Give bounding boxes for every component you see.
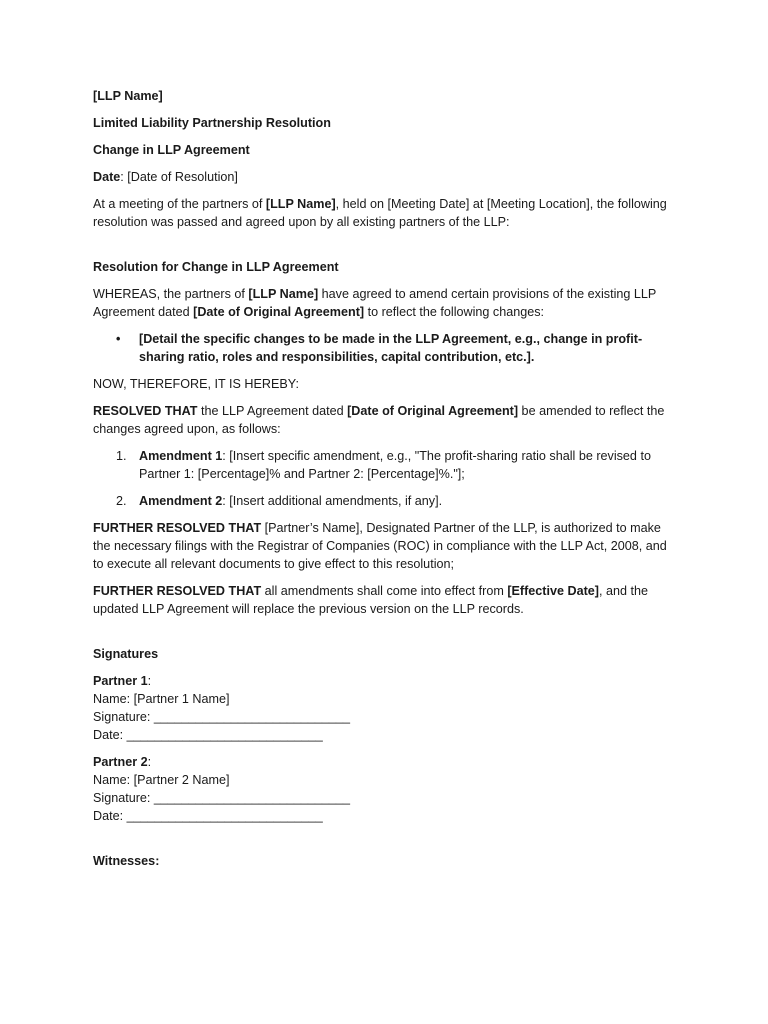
intro-paragraph: At a meeting of the partners of [LLP Name], held on [Meeting Date] at [Meeting Location], the following resolution was passed and agreed upon by all existing partners of the LLP:	[93, 197, 667, 229]
resolved-paragraph: RESOLVED THAT the LLP Agreement dated [Date of Original Agreement] be amended to reflect the changes agreed upon, as follows:	[93, 404, 665, 436]
partner-2-name-line: Name: [Partner 2 Name]	[93, 773, 230, 787]
list-item: 2. Amendment 2: [Insert additional amendments, if any].	[116, 494, 443, 508]
date-line: Date: [Date of Resolution]	[93, 170, 238, 184]
signatures-heading: Signatures	[93, 647, 159, 661]
partner-1-date-line: Date: ____________________________	[93, 728, 323, 742]
further-resolved-paragraph-1: FURTHER RESOLVED THAT [Partner’s Name], Designated Partner of the LLP, is authorized to make the necessary filings with the Registrar of Companies (ROC) in compliance with the LLP Act, 2008, and to execute all relevant documents to give effect to this resolution;	[93, 521, 667, 571]
list-item: • [Detail the specific changes to be made in the LLP Agreement, e.g., change in profit-sharing ratio, roles and responsibilities, capital contribution, etc.].	[116, 332, 643, 364]
changes-list	[93, 330, 678, 366]
llp-name-heading: [LLP Name]	[93, 89, 163, 103]
document-type-heading: Limited Liability Partnership Resolution	[93, 116, 331, 130]
witnesses-heading: Witnesses:	[93, 854, 160, 868]
partner-2-signature-line: Signature: ____________________________	[93, 791, 351, 805]
date-label: Date	[93, 170, 121, 184]
list-item: 1. Amendment 1: [Insert specific amendment, e.g., "The profit-sharing ratio shall be revised to Partner 1: [Percentage]% and Partner 2: [Percentage]%."];	[116, 449, 651, 481]
now-therefore-line: NOW, THEREFORE, IT IS HEREBY:	[93, 377, 299, 391]
date-value: [Date of Resolution]	[123, 170, 238, 184]
amendments-list	[93, 447, 678, 510]
partner-1-signature-line: Signature: ____________________________	[93, 710, 351, 724]
partner-1-label: Partner 1:	[93, 674, 152, 688]
list-number: 2.	[116, 494, 127, 508]
partner-2-block	[93, 753, 678, 825]
whereas-paragraph: WHEREAS, the partners of [LLP Name] have agreed to amend certain provisions of the existing LLP Agreement dated [Date of Original Agreement] to reflect the following changes:	[93, 287, 657, 319]
further-resolved-paragraph-2: FURTHER RESOLVED THAT all amendments shall come into effect from [Effective Date], and the updated LLP Agreement will replace the previous version on the LLP records.	[93, 584, 649, 616]
subject-heading: Change in LLP Agreement	[93, 143, 250, 157]
partner-1-name-line: Name: [Partner 1 Name]	[93, 692, 230, 706]
partner-2-date-line: Date: ____________________________	[93, 809, 323, 823]
partner-1-block	[93, 672, 678, 744]
list-number: 1.	[116, 449, 127, 463]
bullet-icon: •	[116, 332, 121, 346]
partner-2-label: Partner 2:	[93, 755, 152, 769]
resolution-heading: Resolution for Change in LLP Agreement	[93, 260, 339, 274]
